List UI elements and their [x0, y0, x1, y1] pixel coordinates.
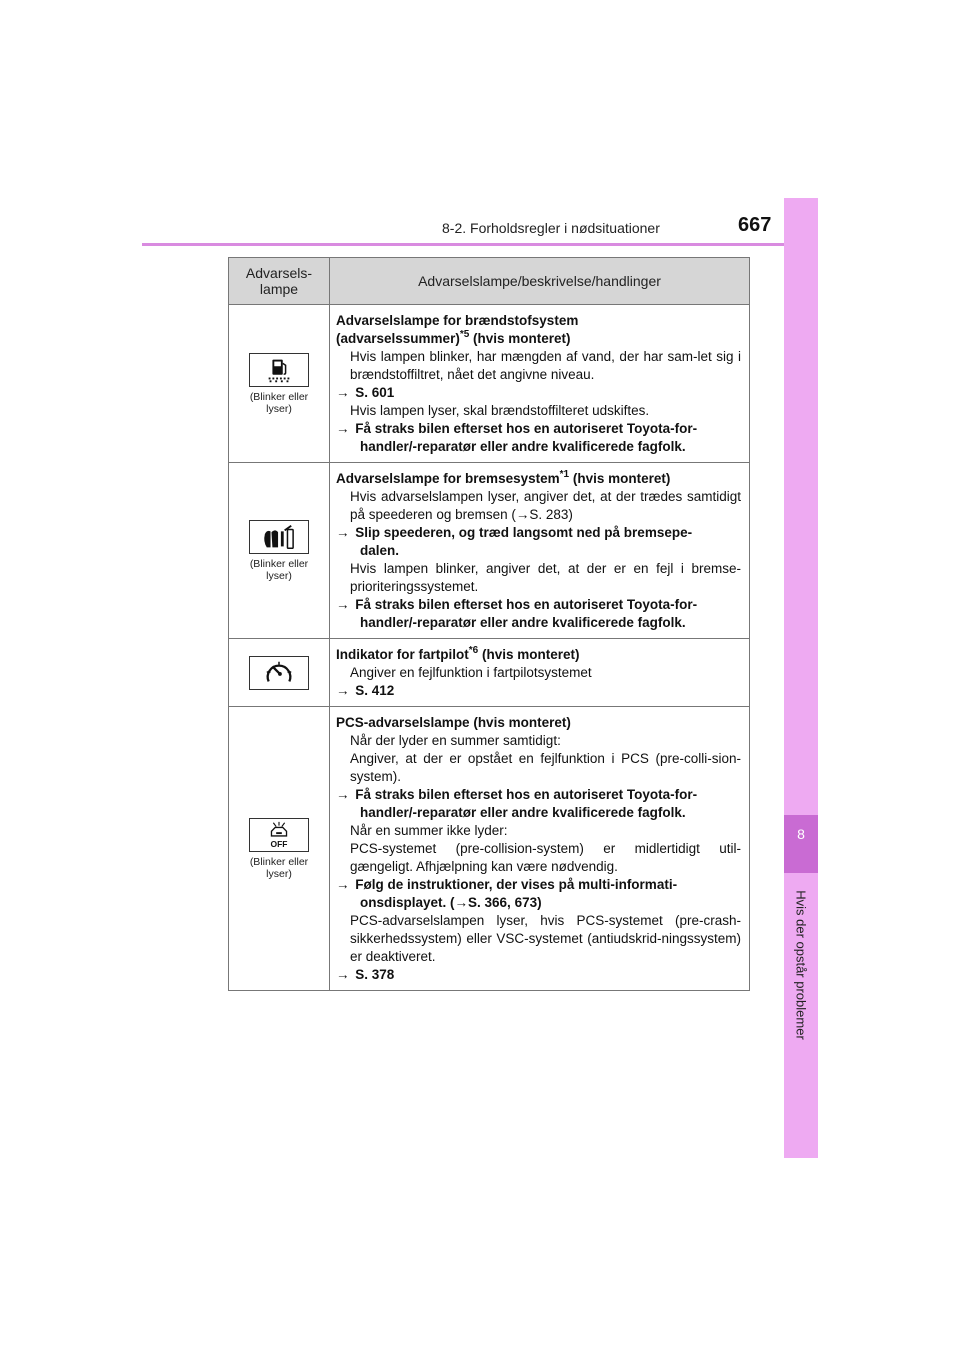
lamp-caption: (Blinker eller lyser) [249, 390, 309, 415]
page-reference: → S. 412 [336, 683, 395, 698]
description-cell [330, 639, 750, 707]
lamp-title: Advarselslampe for brændstofsystem (advarselssummer)$^{*5}$ (hvis monteret) [336, 313, 579, 346]
page-reference: → S. 378 [336, 967, 395, 982]
arrow-icon: → [336, 385, 350, 400]
description-text: Hvis lampen lyser, skal brændstoffilteret udskiftes. [350, 403, 650, 418]
arrow-icon: → [336, 525, 350, 540]
arrow-icon: → [336, 421, 350, 436]
lamp-title: Indikator for fartpilot$^{*6}$ (hvis monteret) [336, 645, 580, 662]
description-text: Når der lyder en summer samtidigt: [350, 733, 561, 748]
description-text: Angiver, at der er opstået en fejlfunktion i PCS (pre-colli-sion-system). [350, 751, 741, 784]
table-header-row [229, 258, 750, 305]
header-rule [142, 243, 818, 246]
warning-lamp-table [228, 257, 750, 991]
section-title: 8-2. Forholdsregler i nødsituationer [442, 220, 660, 236]
lamp-caption: (Blinker eller lyser) [249, 557, 309, 582]
fuel-system-warning-icon [249, 353, 309, 387]
chapter-number-tab [784, 815, 818, 873]
arrow-icon: → [336, 787, 350, 802]
description-text: Når en summer ikke lyder: [350, 823, 508, 838]
action-instruction: → Følg de instruktioner, der vises på multi-informati- [336, 877, 678, 892]
column-header-lamp [229, 258, 330, 305]
action-instruction: → Slip speederen, og træd langsomt ned på bremsepe- [336, 525, 693, 540]
table-row [229, 305, 750, 463]
arrow-icon: → [336, 877, 350, 892]
cruise-control-indicator-icon [249, 656, 309, 690]
arrow-icon: → [336, 597, 350, 612]
icon-cell [229, 463, 330, 639]
page-number: 667 [738, 214, 772, 236]
table-row [229, 463, 750, 639]
column-header-lamp-line2: lampe [259, 281, 299, 297]
lamp-caption: (Blinker eller lyser) [249, 855, 309, 880]
description-text: Hvis advarselslampen lyser, angiver det, at der trædes samtidigt på speederen og bremsen (→S. 283) [350, 489, 741, 522]
arrow-icon: → [336, 683, 350, 698]
chapter-title: Hvis der opstår problemer [793, 890, 809, 1040]
page-reference: → S. 601 [336, 385, 395, 400]
column-header-lamp-line1: Advarsels- [245, 265, 313, 281]
description-text: PCS-advarselslampen lyser, hvis PCS-systemet (pre-crash-sikkerhedssystem) eller VSC-systemet (antiudskrid-ningssystem) er deaktiveret. [350, 913, 741, 964]
column-header-description: Advarselslampe/beskrivelse/handlinger [330, 258, 750, 305]
icon-cell [229, 707, 330, 991]
action-instruction-cont: onsdisplayet. (→S. 366, 673) [360, 895, 542, 910]
table-row [229, 639, 750, 707]
description-text: PCS-systemet (pre-collision-system) er midlertidigt util-gængeligt. Afhjælpning kan være nødvendig. [350, 841, 741, 874]
icon-cell [229, 639, 330, 707]
description-text: Angiver en fejlfunktion i fartpilotsystemet [350, 665, 592, 680]
description-text: Hvis lampen blinker, angiver det, at der er en fejl i bremse-prioriteringssystemet. [350, 561, 741, 594]
table-row [229, 707, 750, 991]
description-cell [330, 305, 750, 463]
action-instruction-cont: dalen. [360, 543, 400, 558]
lamp-title: Advarselslampe for bremsesystem$^{*1}$ (hvis monteret) [336, 469, 671, 486]
chapter-number: 8 [797, 826, 805, 842]
action-instruction-cont: handler/-reparatør eller andre kvalificerede fagfolk. [360, 805, 686, 820]
action-instruction-cont: handler/-reparatør eller andre kvalificerede fagfolk. [360, 439, 686, 454]
arrow-icon: → [454, 895, 469, 910]
description-text: Hvis lampen blinker, har mængden af vand, der har sam-let sig i brændstoffiltret, nået det angivne niveau. [350, 349, 741, 382]
svg-text:OFF: OFF [270, 838, 288, 849]
arrow-icon: → [336, 967, 350, 982]
brake-override-warning-icon [249, 520, 309, 554]
description-cell [330, 707, 750, 991]
lamp-title: PCS-advarselslampe (hvis monteret) [336, 715, 571, 730]
arrow-icon: → [515, 507, 530, 522]
action-instruction: → Få straks bilen efterset hos en autoriseret Toyota-for- [336, 787, 698, 802]
action-instruction-cont: handler/-reparatør eller andre kvalificerede fagfolk. [360, 615, 686, 630]
pcs-off-warning-icon [249, 818, 309, 852]
icon-cell [229, 305, 330, 463]
action-instruction: → Få straks bilen efterset hos en autoriseret Toyota-for- [336, 421, 698, 436]
description-cell [330, 463, 750, 639]
action-instruction: → Få straks bilen efterset hos en autoriseret Toyota-for- [336, 597, 698, 612]
